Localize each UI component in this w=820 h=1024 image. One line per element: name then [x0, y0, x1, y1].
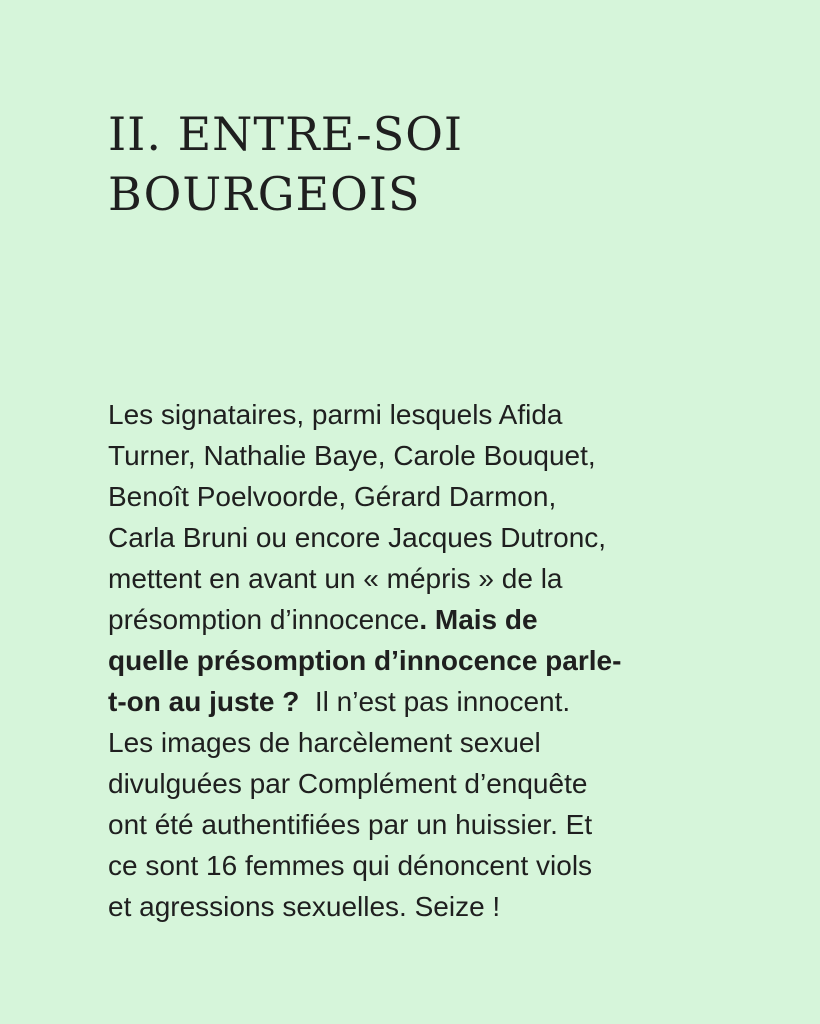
body-paragraph [108, 394, 758, 927]
paragraph-line: ce sont 16 femmes qui dénoncent viols [108, 850, 593, 881]
paragraph-line: et agressions sexuelles. Seize ! [108, 891, 501, 922]
paragraph-line: Les signataires, parmi lesquels Afida [108, 399, 563, 430]
bold-question-part-2: quelle présomption d’innocence parle- [108, 645, 622, 676]
paragraph-text: présomption d’innocence [108, 604, 420, 635]
paragraph-line: Turner, Nathalie Baye, Carole Bouquet, [108, 440, 596, 471]
bold-question-part-3: t-on au juste ? [108, 686, 300, 717]
heading-line-2: BOURGEOIS [108, 167, 421, 221]
paragraph-line [108, 640, 758, 681]
paragraph-line: Les images de harcèlement sexuel [108, 727, 541, 758]
bold-question-part-1: . Mais de [419, 604, 538, 635]
paragraph-line: Benoît Poelvoorde, Gérard Darmon, [108, 481, 557, 512]
paragraph-text: Il n’est pas innocent. [299, 686, 571, 717]
paragraph-line-mixed [108, 599, 758, 640]
paragraph-line: divulguées par Complément d’enquête [108, 768, 588, 799]
paragraph-line-mixed [108, 681, 758, 722]
paragraph-line: mettent en avant un « mépris » de la [108, 563, 563, 594]
paragraph-line: Carla Bruni ou encore Jacques Dutronc, [108, 522, 607, 553]
heading-line-1: II. ENTRE-SOI [108, 107, 464, 161]
paragraph-line: ont été authentifiées par un huissier. Et [108, 809, 593, 840]
section-heading [108, 104, 728, 224]
